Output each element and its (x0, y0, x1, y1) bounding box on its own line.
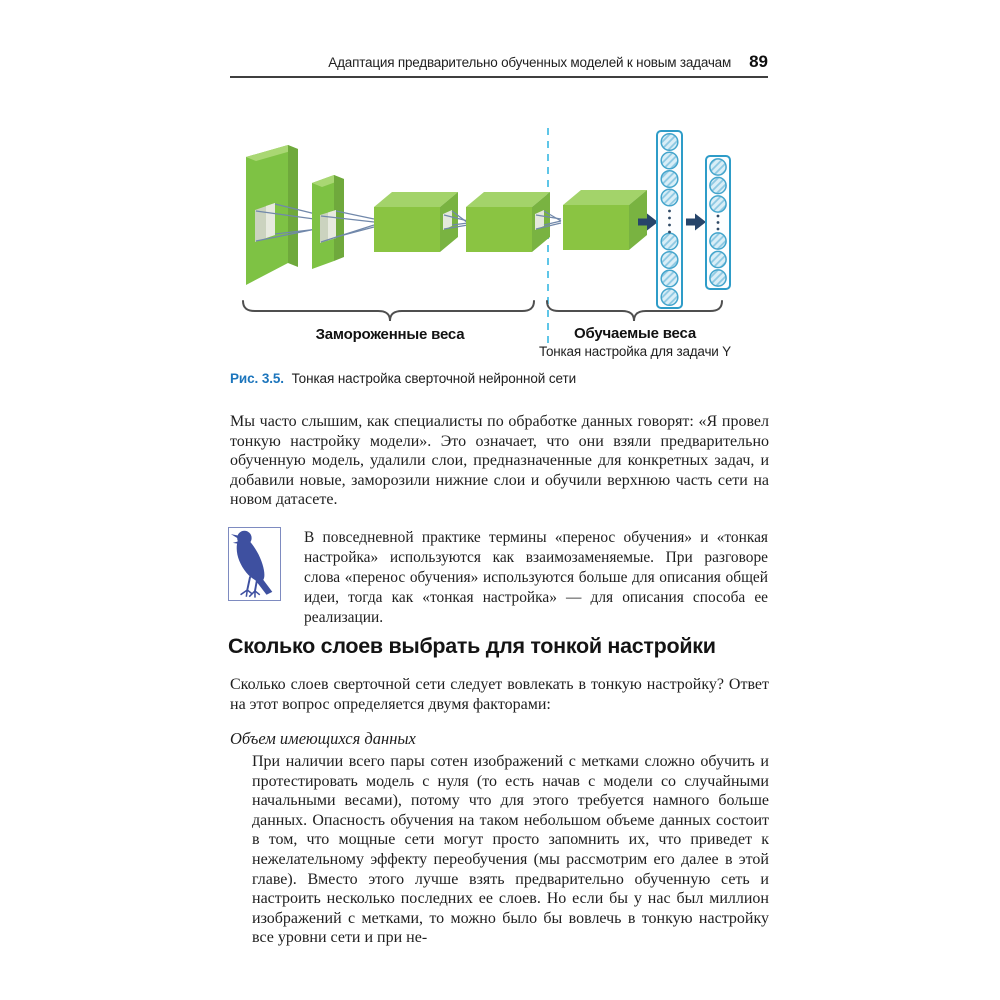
bird-icon (229, 528, 280, 600)
dense-layer-column-icon (706, 156, 730, 289)
arrow-right-icon (686, 214, 706, 231)
trainable-weights-brace (547, 301, 722, 321)
header-rule (230, 76, 768, 78)
running-head-title: Адаптация предварительно обученных моделей к новым задачам (328, 55, 732, 70)
feature-map-panel-icon (312, 175, 344, 269)
data-volume-subhead: Объем имеющихся данных (230, 729, 416, 748)
frozen-weights-brace (243, 301, 534, 321)
trainable-weights-label: Обучаемые веса (574, 325, 696, 342)
page-number: 89 (749, 52, 768, 71)
running-head-row (230, 52, 768, 72)
conv-block-icon (374, 192, 458, 252)
figure-caption-number: Рис. 3.5. (230, 371, 284, 386)
paragraph: Сколько слоев сверточной сети следует вовлекать в тонкую настройку? Ответ на этот вопрос определяется двумя факторами: (230, 676, 769, 713)
frozen-weights-label: Замороженные веса (315, 326, 465, 343)
section-title: Сколько слоев выбрать для тонкой настройки (228, 634, 716, 658)
feature-map-panel-icon (246, 145, 298, 285)
note-text: В повседневной практике термины «перенос обучения» и «тонкая настройка» используются как взаимозаменяемые. При разговоре слова «перенос обучения» используются больше для описания общей идеи, тогда как «тонкая настройка» — для описания способа ее реализации. (304, 529, 768, 626)
note-icon-box (228, 527, 281, 601)
figure-caption-text: Тонкая настройка сверточной нейронной сети (291, 371, 577, 386)
figure-caption (230, 371, 576, 386)
conv-block-icon (466, 192, 550, 252)
dense-layer-column-icon (657, 131, 682, 308)
paragraph: Мы часто слышим, как специалисты по обработке данных говорят: «Я провел тонкую настройку модели». Это означает, что они взяли предварительно обученную модель, удалили слои, предназначенные для конкретных задач, и добавили новые, заморозили нижние слои и обучили верхнюю часть сети на новом датасете. (230, 413, 769, 509)
conv-block-icon (563, 190, 647, 250)
paragraph: При наличии всего пары сотен изображений с метками сложно обучить и протестировать модель с нуля (то есть начав с модели со случайными начальными весами), потому что для этого требуется намного больше данных. Опасность обучения на таком небольшом объеме данных состоит в том, что мощные сети могут просто запомнить их, что приведет к нежелательному эффекту переобучения (мы рассмотрим его далее в этой главе). Вместо этого лучше взять предварительно обученную сеть и настроить несколько последних ее слоев. Но если бы у нас был миллион изображений с метками, то можно было бы вовлечь в тонкую настройку все уровни сети и при не- (252, 753, 769, 947)
trainable-weights-sublabel: Тонкая настройка для задачи Y (539, 344, 731, 359)
